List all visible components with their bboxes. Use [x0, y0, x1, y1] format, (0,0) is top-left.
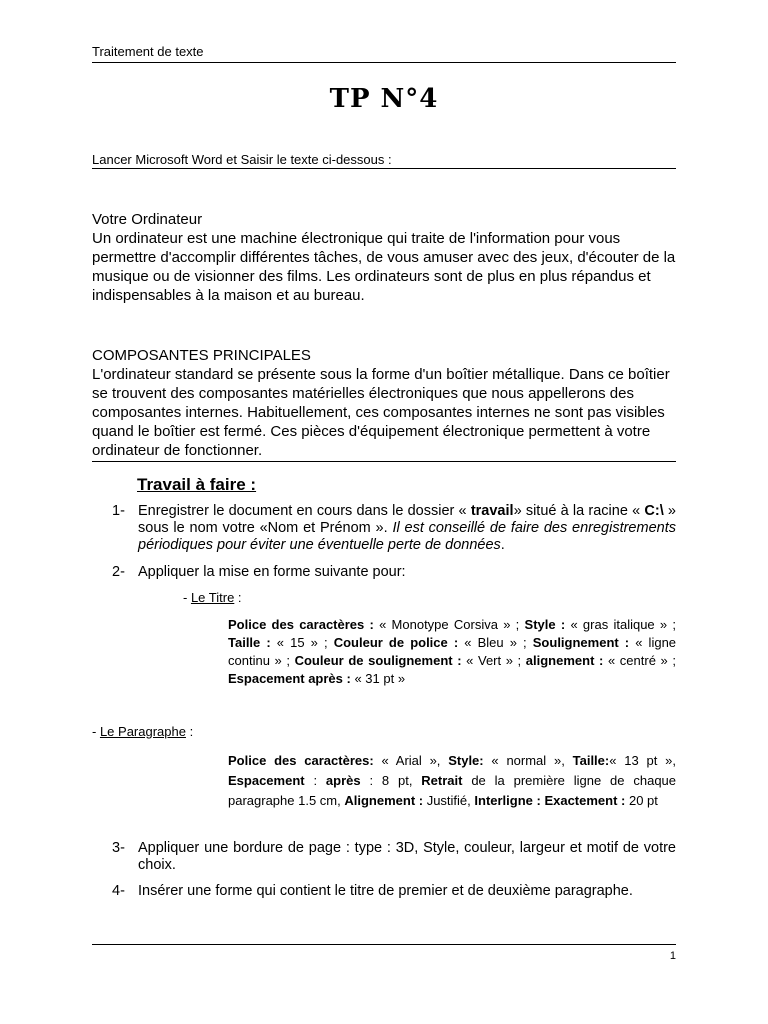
- item-number: 2-: [112, 564, 125, 580]
- item-number: 1-: [112, 503, 125, 519]
- item-text: Enregistrer le document en cours dans le dossier « travail» situé à la racine « C:\ » sous le nom votre «Nom et Prénom ». Il est conseillé de faire des enregistrements périodiques pour éviter une éventuelle perte de données.: [138, 503, 677, 553]
- page-header: Traitement de texte: [92, 44, 204, 59]
- section-heading: COMPOSANTES PRINCIPALES: [92, 347, 311, 364]
- list-item: [112, 564, 676, 581]
- page-number: 1: [669, 950, 676, 962]
- list-item: [112, 840, 676, 874]
- section-body: Un ordinateur est une machine électronique qui traite de l'information pour vous permettre d'accomplir différentes tâches, de vous amuser avec des jeux, d'écouter de la musique ou de visionner des films. Les ordinateurs sont de plus en plus répandus et indispensables à la maison et au bureau.: [92, 230, 676, 304]
- list-item: [112, 883, 676, 900]
- instruction-rule: [92, 168, 676, 169]
- item-number: 3-: [112, 840, 125, 856]
- section-rule: [92, 461, 676, 462]
- item-text: Appliquer la mise en forme suivante pour:: [138, 564, 406, 580]
- header-rule: [92, 62, 676, 63]
- travail-heading: Travail à faire :: [137, 475, 257, 494]
- footer-rule: [92, 944, 676, 945]
- instruction-text: Lancer Microsoft Word et Saisir le texte ci-dessous :: [92, 152, 392, 167]
- section-composantes: [92, 346, 682, 460]
- le-paragraphe-label: - Le Paragraphe :: [92, 724, 194, 739]
- item-text: Appliquer une bordure de page : type : 3D, Style, couleur, largeur et motif de votre choix.: [138, 840, 676, 873]
- paragraphe-format-details: Police des caractères: « Arial », Style: « normal », Taille:« 13 pt », Espacement : après : 8 pt, Retrait de la première ligne de chaque paragraphe 1.5 cm, Alignement : Justifié, Interligne : Exactement : 20 pt: [228, 753, 677, 808]
- le-titre-label: - Le Titre :: [183, 590, 242, 605]
- titre-format-details: Police des caractères : « Monotype Corsiva » ; Style : « gras italique » ; Taille : « 15 » ; Couleur de police : « Bleu » ; Soulignement : « ligne continu » ; Couleur de soulignement : « Vert » ; alignement : « centré » ; Espacement après : « 31 pt »: [228, 617, 677, 686]
- section-votre-ordinateur: [92, 210, 682, 305]
- list-item: [112, 503, 676, 554]
- item-number: 4-: [112, 883, 125, 899]
- item-text: Insérer une forme qui contient le titre de premier et de deuxième paragraphe.: [138, 883, 633, 899]
- document-title: TP N°4: [329, 84, 439, 114]
- section-body: L'ordinateur standard se présente sous la forme d'un boîtier métallique. Dans ce boîtier se trouvent des composantes matérielles électroniques que nous appellerons des composantes internes. Habituellement, ces composantes internes ne sont pas visibles quand le boîtier est fermé. Ces pièces d'équipement électronique permettent à votre ordinateur de fonctionner.: [92, 366, 670, 459]
- section-heading: Votre Ordinateur: [92, 211, 203, 228]
